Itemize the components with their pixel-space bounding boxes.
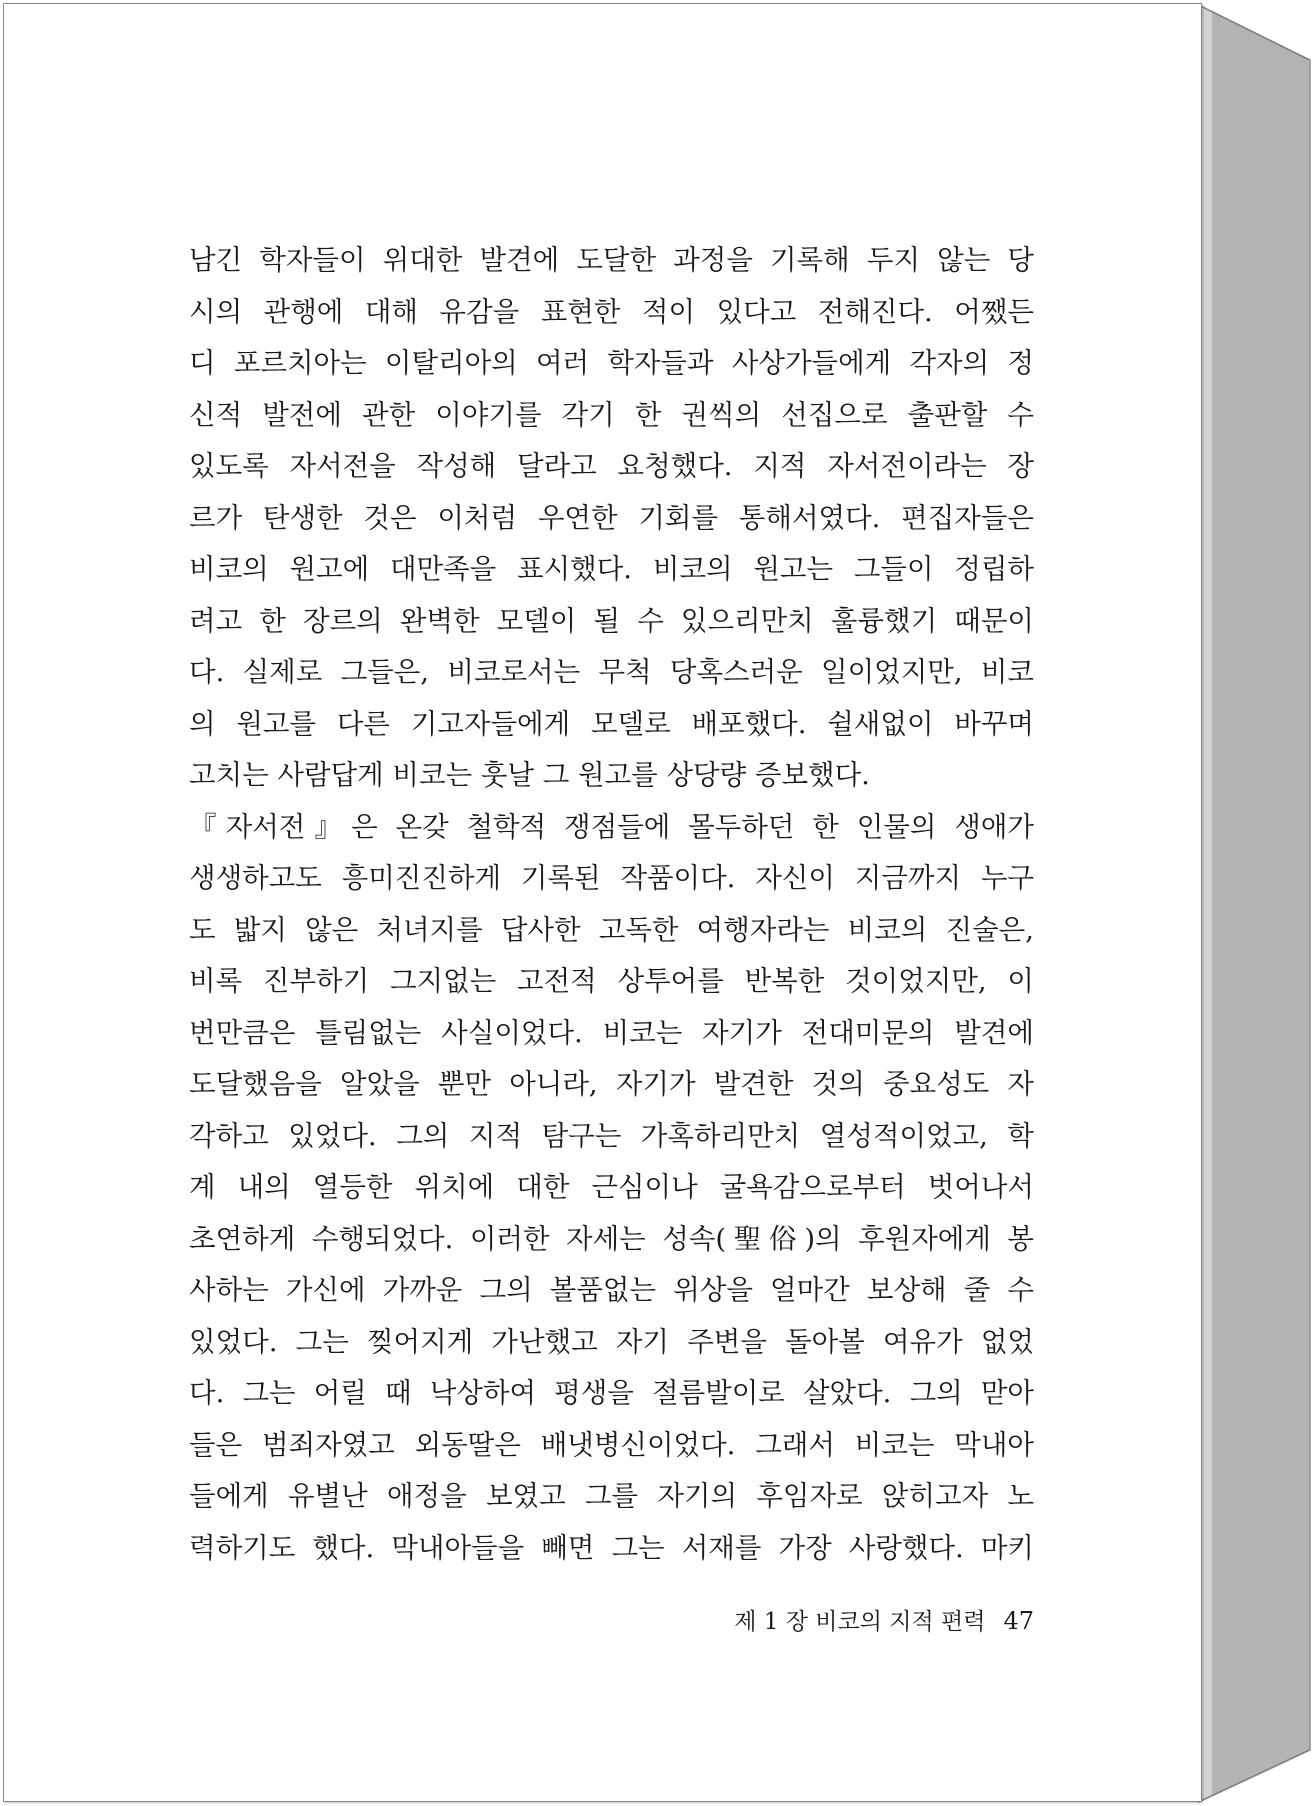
- text-line: 사하는 가신에 가까운 그의 볼품없는 위상을 얼마간 보상해 줄 수: [189, 1274, 1034, 1306]
- text-line: 려고 한 장르의 완벽한 모델이 될 수 있으리만치 훌륭했기 때문이: [189, 604, 1034, 637]
- text-line: 생생하고도 흥미진진하게 기록된 작품이다. 자신이 지금까지 누구: [189, 862, 1034, 894]
- text-line: 남긴 학자들이 위대한 발견에 도달한 과정을 기록해 두지 않는 당: [189, 244, 1034, 276]
- text-line: 각하고 있었다. 그의 지적 탐구는 가혹하리만치 열성적이었고, 학: [189, 1119, 1034, 1152]
- text-line: 시의 관행에 대해 유감을 표현한 적이 있다고 전해진다. 어쨌든: [189, 295, 1034, 328]
- text-line: 있었다. 그는 찢어지게 가난했고 자기 주변을 돌아볼 여유가 없었: [189, 1325, 1034, 1358]
- running-footer: [689, 1603, 1034, 1636]
- text-line: 다. 실제로 그들은, 비코로서는 무척 당혹스러운 일이었지만, 비코: [189, 656, 1034, 688]
- text-line: 들에게 유별난 애정을 보였고 그를 자기의 후임자로 앉히고자 노: [189, 1480, 1034, 1512]
- text-line: 들은 범죄자였고 외동딸은 배냇병신이었다. 그래서 비코는 막내아: [189, 1428, 1034, 1461]
- text-line: 디 포르치아는 이탈리아의 여러 학자들과 사상가들에게 각자의 정: [189, 347, 1034, 379]
- text-line: 『자서전』은 온갖 철학적 쟁점들에 몰두하던 한 인물의 생애가: [189, 810, 1034, 843]
- book-edge-side: [1199, 5, 1310, 1802]
- body-text: [189, 235, 1034, 1574]
- text-line: 도 밟지 않은 처녀지를 답사한 고독한 여행자라는 비코의 진술은,: [189, 913, 1034, 946]
- text-line: 신적 발전에 관한 이야기를 각기 한 권씩의 선집으로 출판할 수: [189, 398, 1034, 431]
- text-line: 비코의 원고에 대만족을 표시했다. 비코의 원고는 그들이 정립하: [189, 553, 1034, 585]
- text-line: 있도록 자서전을 작성해 달라고 요청했다. 지적 자서전이라는 장: [189, 450, 1034, 482]
- text-line: 고치는 사람답게 비코는 훗날 그 원고를 상당량 증보했다.: [189, 759, 870, 791]
- text-line: 계 내의 열등한 위치에 대한 근심이나 굴욕감으로부터 벗어나서: [189, 1171, 1034, 1203]
- text-line: 비록 진부하기 그지없는 고전적 상투어를 반복한 것이었지만, 이: [189, 965, 1034, 997]
- chapter-title: 제 1 장 비코의 지적 편력: [734, 1609, 986, 1635]
- text-line: 초연하게 수행되었다. 이러한 자세는 성속(聖俗)의 후원자에게 봉: [189, 1222, 1034, 1255]
- page-number: 47: [1003, 1607, 1034, 1635]
- text-line: 도달했음을 알았을 뿐만 아니라, 자기가 발견한 것의 중요성도 자: [189, 1068, 1034, 1100]
- text-line: 력하기도 했다. 막내아들을 빼면 그는 서재를 가장 사랑했다. 마키: [189, 1531, 1034, 1564]
- text-line: 르가 탄생한 것은 이처럼 우연한 기회를 통해서였다. 편집자들은: [189, 501, 1034, 534]
- text-line: 의 원고를 다른 기고자들에게 모델로 배포했다. 쉴새없이 바꾸며: [189, 707, 1034, 740]
- text-line: 번만큼은 틀림없는 사실이었다. 비코는 자기가 전대미문의 발견에: [189, 1016, 1034, 1049]
- text-line: 다. 그는 어릴 때 낙상하여 평생을 절름발이로 살았다. 그의 맏아: [189, 1377, 1034, 1409]
